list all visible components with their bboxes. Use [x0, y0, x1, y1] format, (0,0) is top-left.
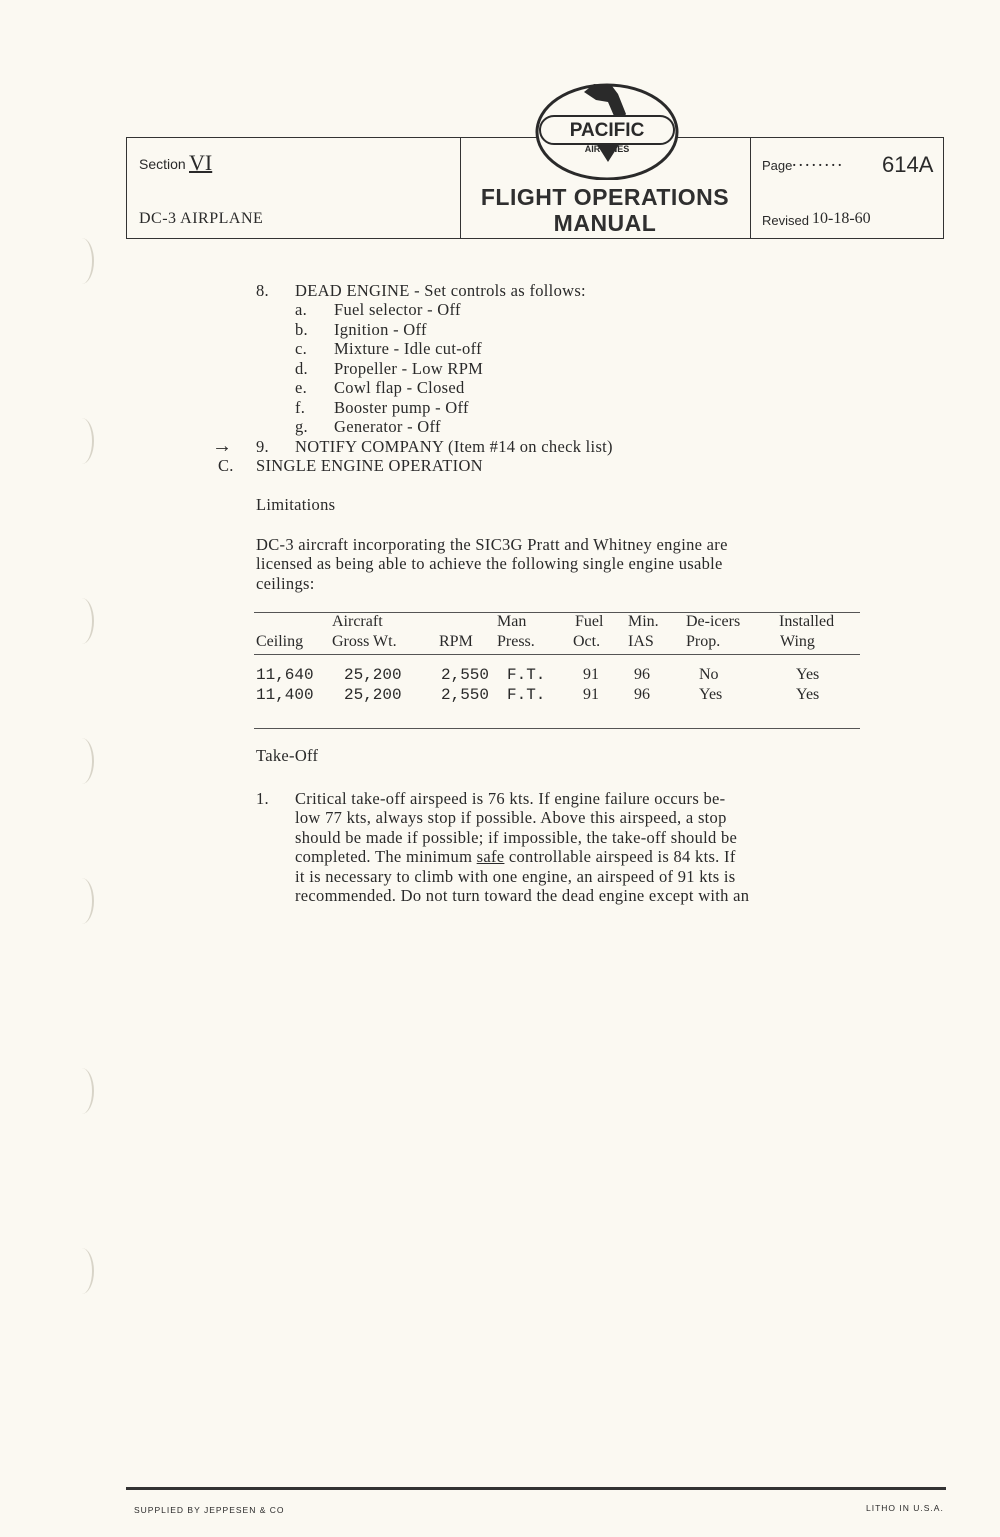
table-cell: 96: [634, 666, 650, 683]
paragraph-line: [295, 847, 736, 867]
table-header: Installed: [779, 613, 835, 630]
item-number: 9.: [256, 437, 269, 456]
table-cell: Yes: [796, 686, 820, 703]
section-number: VI: [189, 150, 213, 175]
sub-item-text: Mixture - Idle cut-off: [334, 339, 482, 358]
binder-hole: [70, 1068, 94, 1114]
table-cell: Yes: [796, 666, 820, 683]
table-cell: 25,200: [344, 686, 402, 704]
sub-item-text: Cowl flap - Closed: [334, 378, 465, 397]
sub-item-letter: e.: [295, 378, 308, 397]
footer-rule: [126, 1487, 946, 1490]
logo-text-bottom: AIR LINES: [584, 144, 630, 154]
table-cell: No: [699, 666, 719, 683]
table-header: Min.: [628, 613, 659, 630]
underlined-word: safe: [476, 847, 505, 866]
table-header: Gross Wt.: [332, 633, 397, 650]
manual-title: [460, 184, 750, 236]
paragraph-line: DC-3 aircraft incorporating the SIC3G Pratt and Whitney engine are: [256, 535, 728, 554]
section-c-title: SINGLE ENGINE OPERATION: [256, 456, 483, 475]
page-number: 614A: [882, 152, 934, 177]
sub-item-letter: f.: [295, 398, 306, 417]
sub-item-text: Ignition - Off: [334, 320, 427, 339]
section-label: Section: [139, 156, 186, 172]
sub-item-letter: d.: [295, 359, 308, 378]
binder-hole: [70, 598, 94, 644]
table-header: Man: [497, 613, 527, 630]
table-header: IAS: [628, 633, 654, 650]
pacific-air-lines-logo: [534, 80, 680, 180]
table-cell: 11,640: [256, 666, 314, 684]
table-header: Fuel: [575, 613, 604, 630]
dead-engine-title: DEAD ENGINE - Set controls as follows:: [295, 281, 586, 300]
text-segment: completed. The minimum: [295, 847, 477, 866]
item-number: 8.: [256, 281, 269, 300]
footer-litho: LITHO IN U.S.A.: [866, 1503, 944, 1513]
logo-text-top: PACIFIC: [569, 120, 645, 141]
table-cell: 91: [583, 666, 599, 683]
table-header: Prop.: [686, 633, 721, 650]
sub-item-letter: c.: [295, 339, 308, 358]
sub-item-text: Generator - Off: [334, 417, 441, 436]
sub-item-text: Propeller - Low RPM: [334, 359, 484, 378]
paragraph-line: Critical take-off airspeed is 76 kts. If engine failure occurs be-: [295, 789, 726, 808]
notify-text: NOTIFY COMPANY (Item #14 on check list): [295, 437, 613, 456]
sub-item-text: Booster pump - Off: [334, 398, 469, 417]
table-header: Wing: [780, 633, 815, 650]
table-cell: 11,400: [256, 686, 314, 704]
table-header-rule: [254, 654, 860, 655]
binder-hole: [70, 878, 94, 924]
header-page-cell: [750, 138, 943, 238]
table-header: Press.: [497, 633, 535, 650]
sub-item-letter: a.: [295, 300, 308, 319]
paragraph-line: licensed as being able to achieve the following single engine usable: [256, 554, 723, 573]
table-cell: Yes: [699, 686, 723, 703]
table-header: Oct.: [573, 633, 601, 650]
table-bottom-rule: [254, 728, 860, 729]
paragraph-line: should be made if possible; if impossible, the take-off should be: [295, 828, 738, 847]
section-letter: C.: [218, 456, 234, 475]
page-dots: ........: [792, 150, 844, 170]
limitations-heading: Limitations: [256, 495, 336, 514]
table-cell: 25,200: [344, 666, 402, 684]
paragraph-line: recommended. Do not turn toward the dead engine except with an: [295, 886, 750, 905]
binder-hole: [70, 238, 94, 284]
table-header: RPM: [439, 633, 473, 650]
table-cell: F.T.: [507, 666, 546, 684]
table-cell: 2,550: [441, 686, 490, 704]
binder-hole: [70, 1248, 94, 1294]
table-header: De-icers: [686, 613, 741, 630]
item-number: 1.: [256, 789, 269, 808]
table-cell: 2,550: [441, 666, 490, 684]
paragraph-line: ceilings:: [256, 574, 315, 593]
revised-date: 10-18-60: [812, 210, 871, 227]
paragraph-line: low 77 kts, always stop if possible. Above this airspeed, a stop: [295, 808, 727, 827]
page-label: Page: [762, 158, 793, 173]
table-header: Ceiling: [256, 633, 304, 650]
revised-label: Revised: [762, 213, 809, 228]
table-header: Aircraft: [332, 613, 383, 630]
sub-item-letter: b.: [295, 320, 308, 339]
takeoff-heading: Take-Off: [256, 746, 319, 765]
header-section-cell: [127, 138, 461, 238]
sub-item-text: Fuel selector - Off: [334, 300, 461, 319]
table-cell: 91: [583, 686, 599, 703]
airplane-type: DC-3 AIRPLANE: [139, 210, 264, 227]
paragraph-line: it is necessary to climb with one engine, an airspeed of 91 kts is: [295, 867, 736, 886]
binder-hole: [70, 738, 94, 784]
sub-item-letter: g.: [295, 417, 308, 436]
footer-supplier: SUPPLIED BY JEPPESEN & CO: [134, 1505, 285, 1515]
text-segment: controllable airspeed is 84 kts. If: [504, 847, 736, 866]
title-line-1: FLIGHT OPERATIONS: [480, 184, 730, 210]
binder-hole: [70, 418, 94, 464]
table-cell: 96: [634, 686, 650, 703]
arrow-icon: →: [212, 435, 233, 457]
title-line-2: MANUAL: [553, 210, 657, 236]
table-cell: F.T.: [507, 686, 546, 704]
